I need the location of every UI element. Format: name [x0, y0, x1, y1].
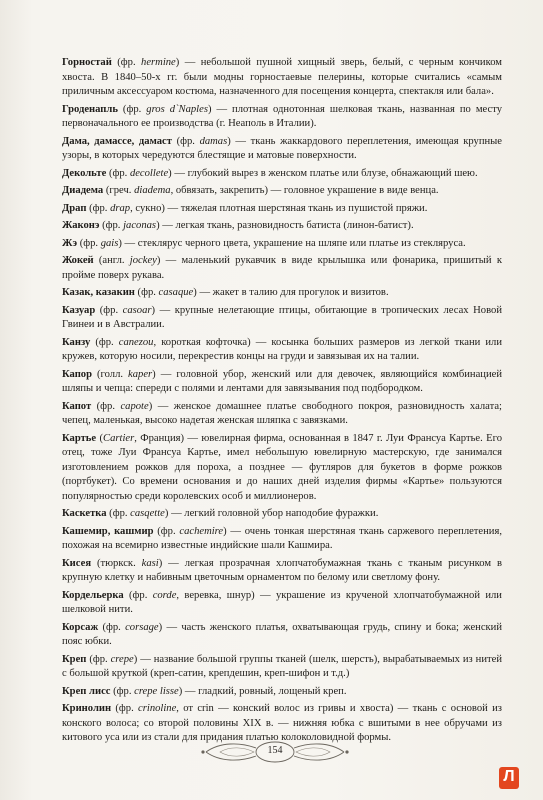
entry-term: Казуар: [62, 304, 96, 316]
entry-definition: ) — часть женского платья, охватывающая грудь, спину и бока; женский пояс юбки.: [62, 621, 503, 647]
entry-lang: (фр.: [90, 336, 119, 348]
entry-original-word: decollete: [129, 167, 169, 179]
entry-definition: , веревка, шнур) — украшение из крученой хлопчатобумажной или шелковой нити.: [62, 589, 502, 615]
glossary-entry: [62, 237, 502, 252]
glossary-text: [62, 56, 502, 749]
entry-original-word: gais: [100, 237, 119, 249]
glossary-entry: [62, 400, 502, 429]
entry-definition: ) — стеклярус черного цвета, украшение на шляпе или платье из стекляруса.: [118, 237, 466, 249]
entry-definition: ) — легкая прозрачная хлопчатобумажная ткань с тканым рисунком в крупную клетку и набивным цветочным орнаментом по белому или светлому фону.: [62, 557, 503, 583]
entry-lang: (фр.: [153, 525, 180, 537]
entry-definition: , сукно) — тяжелая плотная шерстяная ткань из пушистой пряжи.: [130, 202, 428, 214]
entry-term: Диадема: [62, 185, 104, 196]
entry-definition: ) — маленький рукавчик в виде крылышка или фонарика, пришитый к пройме поверх рукава.: [62, 255, 502, 281]
page-number: 154: [267, 745, 283, 756]
entry-lang: (англ.: [93, 255, 130, 266]
entry-original-word: Cartier: [103, 432, 135, 444]
entry-definition: ) — плотная однотонная шелковая ткань, названная по месту первоначального ее производства (г. Неаполь в Италии).: [62, 103, 502, 129]
entry-original-word: damas: [199, 135, 228, 147]
entry-term: Горностай: [62, 57, 112, 68]
entry-definition: ) — глубокий вырез в женском платье или блузе, обнажающий шею.: [168, 167, 478, 179]
glossary-entry: [62, 167, 502, 182]
entry-term: Капот: [62, 400, 92, 412]
entry-definition: , Франция) — ювелирная фирма, основанная в 1847 г. Луи Франсуа Картье. Его отец, тоже Луи Франсуа Картье, имел небольшую ювелирную мастерскую, где занимался изготовлением рожков для пороха, а позднее — футляров для букетов в форме рожков (портбукет). Со времени основания и до наших дней изделия фирмы «Картье» пользуются популярностью среди королевских особ и миллионеров.: [62, 432, 502, 502]
entry-definition: ) — жакет в талию для прогулок и визитов.: [193, 287, 389, 298]
entry-original-word: diadema: [134, 185, 171, 196]
glossary-entry: [62, 304, 502, 333]
entry-original-word: casaque: [158, 287, 194, 298]
glossary-entry: [62, 432, 502, 505]
page-footer-ornament: [200, 734, 350, 770]
glossary-entry: [62, 103, 502, 132]
entry-term: Креп: [62, 653, 87, 665]
entry-term: Кринолин: [62, 703, 112, 714]
entry-original-word: kasi: [141, 557, 159, 569]
entry-term: Дама, дамассе, дамаст: [62, 135, 172, 147]
entry-definition: ) — небольшой пушной хищный зверь, белый, с черным кончиком хвоста. В 1840–50-х гг. были модны горностаевые пелерины, которые считались «самым приличным аксессуаром костюма, назначенного для посещения концерта, спектакля или бала».: [62, 57, 503, 97]
entry-term: Кашемир, кашмир: [62, 525, 154, 537]
entry-lang: (фр.: [98, 621, 126, 633]
entry-definition: ) — легкая ткань, разновидность батиста (линон-батист).: [156, 220, 414, 231]
entry-lang: (фр.: [99, 220, 124, 231]
entry-definition: ) — очень тонкая шерстяная ткань саржевого переплетения, похожая на всемирно известные индийские шали Кашмира.: [62, 525, 502, 551]
entry-lang: (фр.: [106, 508, 131, 519]
entry-term: Декольте: [62, 167, 107, 179]
entry-lang: (фр.: [91, 400, 121, 412]
entry-original-word: cachemire: [179, 525, 224, 537]
entry-term: Картье: [62, 432, 97, 444]
glossary-entry: [62, 56, 502, 100]
entry-original-word: drap: [110, 202, 131, 214]
entry-definition: ) — ткань жаккардового переплетения, имеющая крупные узоры, в которых чередуются блестящие и матовые поверхности.: [62, 135, 503, 161]
entry-lang: (фр.: [111, 703, 139, 714]
entry-lang: (фр.: [111, 57, 142, 68]
entry-definition: ) — головной убор, женский или для девочек, являющийся комбинацией шляпы и чепца: спереди с полями и лентами для завязывания под подбородком.: [62, 368, 502, 394]
glossary-entry: [62, 507, 502, 522]
entry-lang: (фр.: [171, 135, 200, 147]
entry-term: Жокей: [62, 255, 94, 266]
glossary-entry: [62, 525, 502, 554]
entry-definition: ) — название большой группы тканей (шелк, шерсть), вырабатываемых из нитей с большой круткой (креп-сатин, крепдешин, креп-шифон и т.д.): [62, 653, 502, 679]
entry-term: Кисея: [62, 557, 92, 569]
entry-lang: (фр.: [86, 202, 111, 214]
entry-lang: (фр.: [86, 653, 111, 665]
entry-original-word: casqette: [130, 508, 165, 519]
entry-term: Жаконэ: [62, 220, 100, 231]
entry-original-word: kaper: [128, 368, 153, 380]
entry-lang: (тюркск.: [91, 557, 142, 569]
entry-term: Гроденапль: [62, 103, 118, 115]
entry-original-word: jockey: [129, 255, 157, 266]
entry-term: Казак, казакин: [62, 287, 135, 298]
publisher-logo: [499, 767, 519, 789]
entry-term: Каскетка: [62, 508, 107, 519]
glossary-entry: [62, 557, 502, 586]
glossary-entry: [62, 254, 502, 283]
glossary-entry: [62, 184, 502, 199]
entry-definition: ) — женское домашнее платье свободного покроя, разновидность халата; чепец, маленькая, высоко надетая женская шляпка с завязками.: [62, 400, 502, 426]
entry-original-word: jaconas: [123, 220, 157, 231]
entry-original-word: corsage: [125, 621, 159, 633]
entry-lang: (фр.: [106, 167, 130, 179]
entry-term: Креп лисс: [62, 685, 111, 697]
entry-term: Кордельерка: [62, 589, 124, 601]
glossary-entry: [62, 685, 502, 700]
entry-definition: , от crin — конский волос из гривы и хвоста) — ткань с основой из конского волоса; со второй половины XIX в. — нижняя юбка с вшитыми в нее обручами из китового уса или из стали для придания платью колоколовидной формы.: [62, 703, 502, 743]
entry-term: Жэ: [62, 237, 78, 249]
entry-lang: (фр.: [77, 237, 101, 249]
entry-term: Драп: [62, 202, 87, 214]
entry-definition: ) — крупные нелетающие птицы, обитающие в тропических лесах Новой Гвинеи и в Австралии.: [62, 304, 502, 330]
logo-letter: Л: [503, 768, 515, 785]
glossary-entry: [62, 202, 502, 217]
entry-original-word: capote: [120, 400, 149, 412]
entry-term: Капор: [62, 368, 92, 380]
glossary-entry: [62, 368, 502, 397]
entry-lang: (голл.: [92, 368, 129, 380]
entry-original-word: crinoline: [138, 703, 177, 714]
entry-original-word: crepe: [110, 653, 134, 665]
glossary-entry: [62, 653, 502, 682]
glossary-entry: [62, 135, 502, 164]
entry-original-word: canezou: [118, 336, 154, 348]
entry-lang: (фр.: [95, 304, 123, 316]
glossary-entry: [62, 621, 502, 650]
entry-term: Корсаж: [62, 621, 99, 633]
entry-lang: (фр.: [134, 287, 159, 298]
glossary-entry: [62, 589, 502, 618]
entry-lang: (фр.: [110, 685, 135, 697]
glossary-entry: [62, 336, 502, 365]
glossary-entry: [62, 286, 502, 301]
entry-lang: (фр.: [117, 103, 147, 115]
entry-term: Канзу: [62, 336, 91, 348]
entry-original-word: gros d`Naples: [146, 103, 208, 115]
entry-definition: , короткая кофточка) — косынка больших размеров из легкой ткани или кружев, которую носили, перекрестив концы на груди и завязывая их на талии.: [62, 336, 502, 362]
entry-definition: , обвязать, закрепить) — головное украшение в виде венца.: [170, 185, 439, 196]
entry-original-word: hermine: [141, 57, 176, 68]
entry-original-word: corde: [152, 589, 177, 601]
entry-definition: ) — легкий головной убор наподобие фуражки.: [164, 508, 379, 519]
entry-lang: (греч.: [103, 185, 135, 196]
entry-original-word: crepe lisse: [134, 685, 179, 697]
entry-lang: (: [96, 432, 104, 444]
entry-original-word: casoar: [122, 304, 152, 316]
glossary-entry: [62, 219, 502, 234]
entry-definition: ) — гладкий, ровный, лощеный креп.: [178, 685, 347, 697]
entry-lang: (фр.: [123, 589, 153, 601]
